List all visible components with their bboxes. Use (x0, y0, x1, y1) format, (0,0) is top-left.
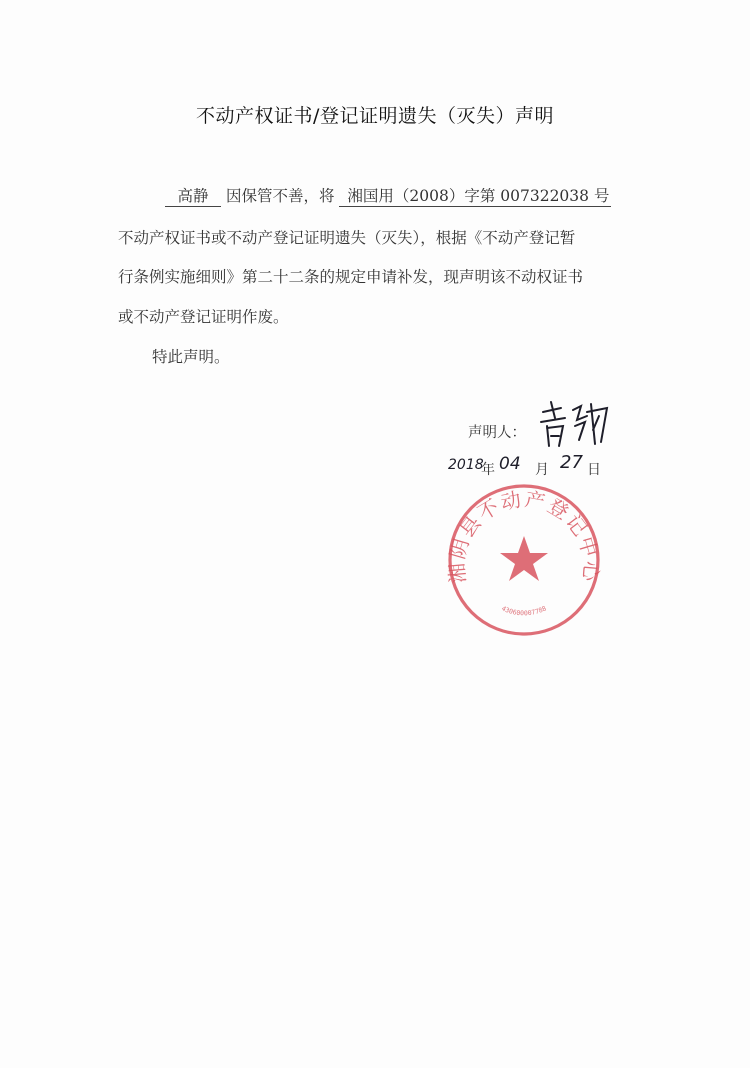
date-day-handwritten: 27 (560, 452, 583, 473)
date-day-label: 日 (587, 462, 601, 478)
declarant-label: 声明人： (468, 425, 526, 441)
svg-text:430600007788 (500, 604, 547, 617)
declaration-date (446, 452, 616, 482)
statement-line-1 (165, 184, 611, 207)
closing-text: 特此声明。 (152, 348, 230, 366)
date-month-handwritten: 04 (499, 454, 521, 474)
date-year-label: 年 (481, 462, 495, 478)
seal-code: 430600007788 (500, 604, 548, 618)
date-year-handwritten: 2018 (448, 457, 484, 473)
statement-line-3: 行条例实施细则》第二十二条的规定申请补发，现声明该不动权证书 (118, 268, 584, 286)
official-seal-stamp (444, 480, 604, 640)
certificate-number: 湘国用（2008）字第 007322038 号 (339, 184, 611, 207)
date-month-label: 月 (535, 462, 549, 478)
statement-text-1: 因保管不善，将 (225, 187, 335, 205)
document-title: 不动产权证书/登记证明遗失（灭失）声明 (196, 105, 554, 127)
statement-line-2: 不动产权证书或不动产登记证明遗失（灭失），根据《不动产登记暂 (118, 229, 576, 247)
statement-line-4: 或不动产登记证明作废。 (118, 308, 289, 326)
seal-text: 湘阴县不动产登记中心 (444, 486, 604, 585)
handwritten-signature (535, 396, 613, 452)
declarant-name: 高静 (165, 184, 221, 207)
